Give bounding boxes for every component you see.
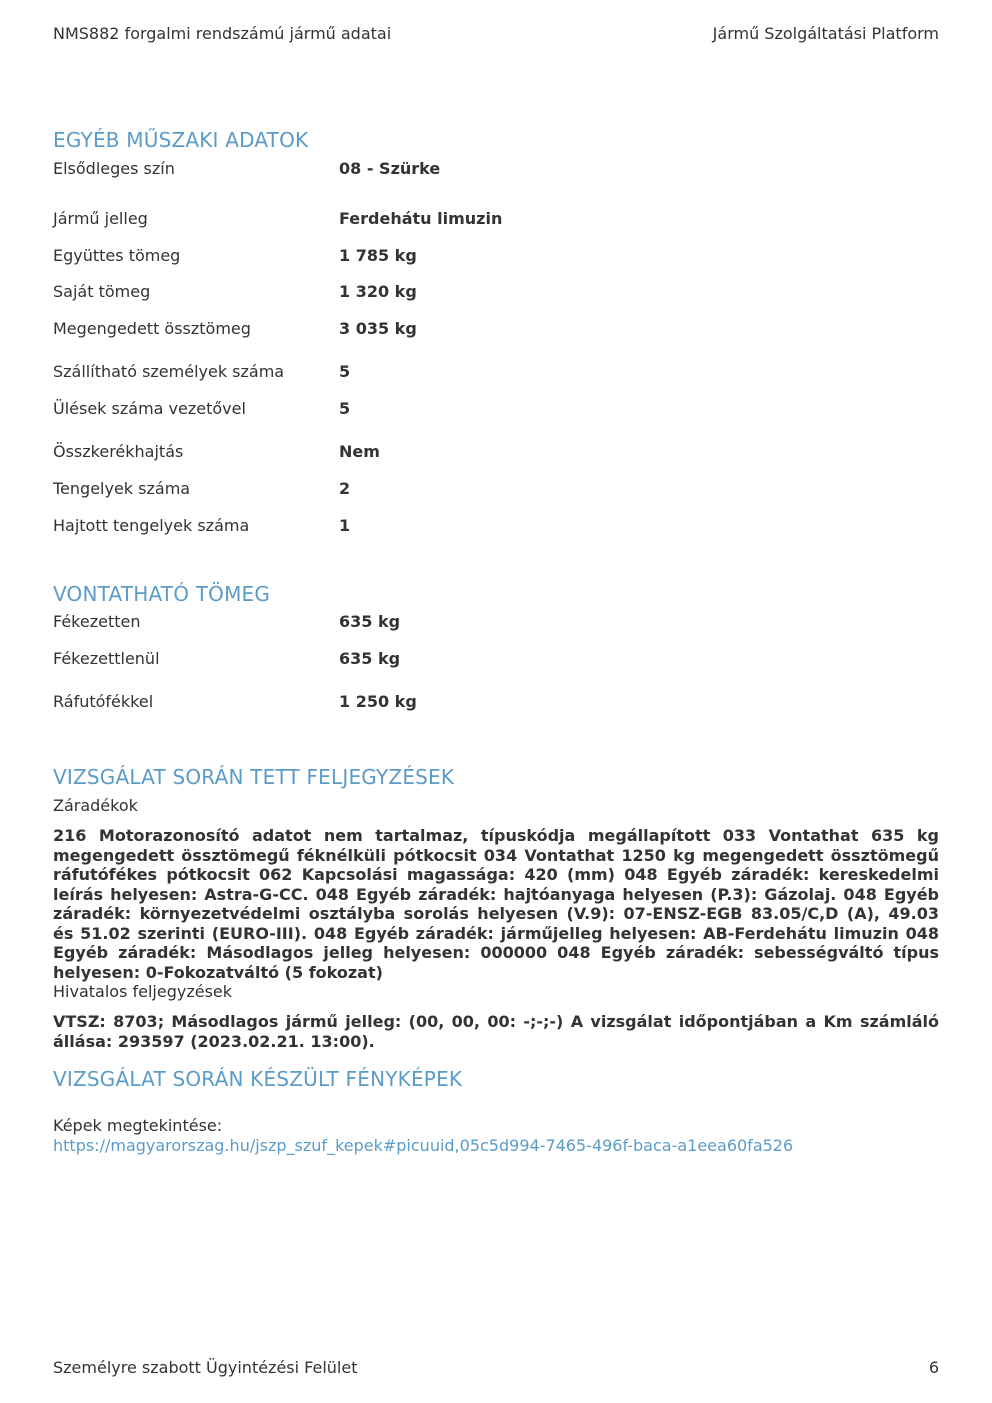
page-number: 6 bbox=[928, 1358, 939, 1377]
row-value: 5 bbox=[339, 362, 351, 381]
row-label: Elsődleges szín bbox=[53, 159, 175, 178]
row-value: 5 bbox=[339, 399, 351, 418]
row-value: 3 035 kg bbox=[339, 319, 417, 338]
row-value: 1 250 kg bbox=[339, 692, 417, 711]
row-label: Fékezettlenül bbox=[53, 649, 160, 668]
row-label: Ráfutófékkel bbox=[53, 692, 154, 711]
row-label: Tengelyek száma bbox=[53, 479, 191, 498]
official-notes-text: VTSZ: 8703; Másodlagos jármű jelleg: (00, 00, 00: -;-;-) A vizsgálat időpontjában a Km számláló állása: 293597 (2023.02.21. 13:00). bbox=[53, 1012, 939, 1051]
row-label: Jármű jelleg bbox=[53, 209, 148, 228]
official-notes-label: Hivatalos feljegyzések bbox=[53, 982, 233, 1001]
view-photos-label: Képek megtekintése: bbox=[53, 1116, 223, 1135]
row-value: 1 785 kg bbox=[339, 246, 417, 265]
row-label: Összkerékhajtás bbox=[53, 442, 184, 461]
clauses-label: Záradékok bbox=[53, 796, 138, 815]
row-value: Nem bbox=[339, 442, 380, 461]
row-value: 635 kg bbox=[339, 612, 401, 631]
row-label: Együttes tömeg bbox=[53, 246, 181, 265]
row-label: Hajtott tengelyek száma bbox=[53, 516, 250, 535]
photos-link[interactable]: https://magyarorszag.hu/jszp_szuf_kepek#picuuid,05c5d994-7465-496f-baca-a1eea60fa526 bbox=[53, 1136, 794, 1155]
row-value: 1 320 kg bbox=[339, 282, 417, 301]
row-value: 2 bbox=[339, 479, 351, 498]
document-header-title: NMS882 forgalmi rendszámú jármű adatai bbox=[53, 24, 392, 43]
clauses-text: 216 Motorazonosító adatot nem tartalmaz, típuskódja megállapított 033 Vontathat 635 kg megengedett össztömegű féknélküli pótkocsit 034 Vontathat 1250 kg megengedett össztömegű ráfutófékes pótkocsit 062 Kapcsolási magassága: 420 (mm) 048 Egyéb záradék: kereskedelmi leírás helyesen: Astra-G-CC. 048 Egyéb záradék: hajtóanyaga helyesen (P.3): Gázolaj. 048 Egyéb záradék: környezetvédelmi osztályba sorolás helyesen (V.9): 07-ENSZ-EGB 83.05/C,D (A), 49.03 és 51.02 szerinti (EURO-III). 048 Egyéb záradék: járműjelleg helyesen: AB-Ferdehátu limuzin 048 Egyéb záradék: Másodlagos jelleg helyesen: 000000 048 Egyéb záradék: sebességváltó típus helyesen: 0-Fokozatváltó (5 fokozat) bbox=[53, 826, 939, 982]
section-title-inspection-notes: VIZSGÁLAT SORÁN TETT FELJEGYZÉSEK bbox=[53, 765, 455, 789]
row-label: Saját tömeg bbox=[53, 282, 151, 301]
section-title-tech: EGYÉB MŰSZAKI ADATOK bbox=[53, 128, 309, 152]
document-header-platform: Jármű Szolgáltatási Platform bbox=[712, 24, 939, 43]
section-title-photos: VIZSGÁLAT SORÁN KÉSZÜLT FÉNYKÉPEK bbox=[53, 1067, 463, 1091]
document-footer-title: Személyre szabott Ügyintézési Felület bbox=[53, 1358, 358, 1377]
row-label: Fékezetten bbox=[53, 612, 141, 631]
row-label: Megengedett össztömeg bbox=[53, 319, 251, 338]
row-label: Szállítható személyek száma bbox=[53, 362, 285, 381]
row-value: 1 bbox=[339, 516, 351, 535]
section-title-towing: VONTATHATÓ TÖMEG bbox=[53, 582, 271, 606]
row-value: 635 kg bbox=[339, 649, 401, 668]
row-value: Ferdehátu limuzin bbox=[339, 209, 503, 228]
row-value: 08 - Szürke bbox=[339, 159, 441, 178]
row-label: Ülések száma vezetővel bbox=[53, 399, 246, 418]
